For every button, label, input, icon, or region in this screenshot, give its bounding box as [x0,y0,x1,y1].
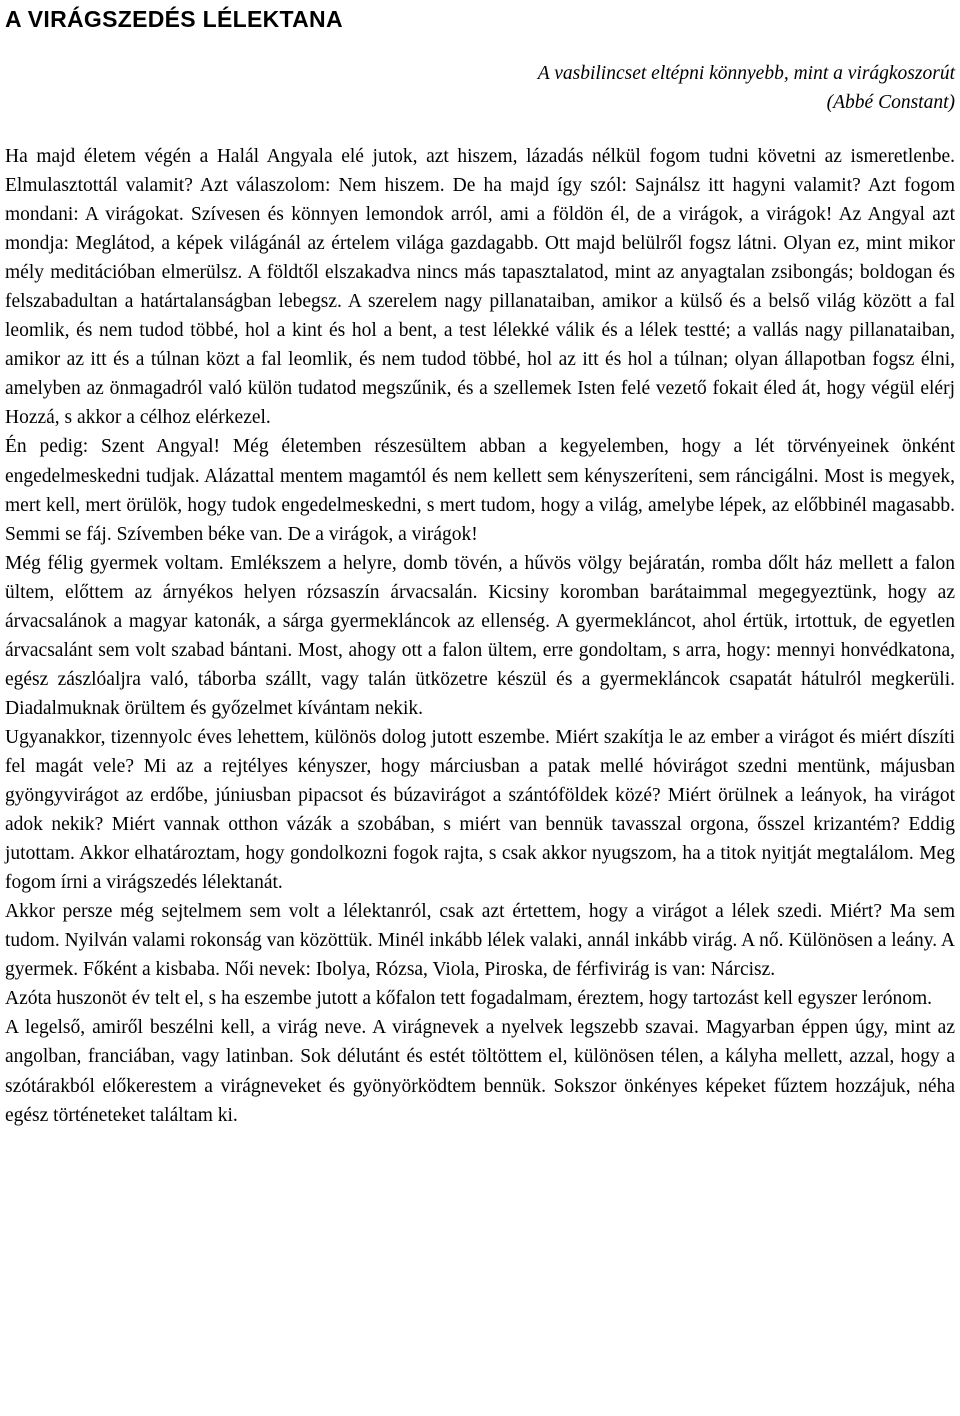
document-title: A VIRÁGSZEDÉS LÉLEKTANA [5,6,343,32]
epigraph-author: (Abbé Constant) [826,92,955,113]
paragraph-4: Ugyanakkor, tizennyolc éves lehettem, különös dolog jutott eszembe. Miért szakítja le az ember a virágot és miért díszíti fel magát vele? Mi az a rejtélyes kényszer, hogy márciusban a patak mellé hóvirágot szedni mentünk, májusban gyöngyvirágot az erdőbe, júniusban pipacsot és búzavirágot a szántóföldek közé? Miért örülnek a leányok, ha virágot adok nekik? Miért vannak otthon vázák a szobában, s miért van bennük tavasszal orgona, ősszel krizantém? Eddig jutottam. Akkor elhatároztam, hogy gondolkozni fogok rajta, s csak akkor nyugszom, ha a titok nyitját megtalálom. Meg fogom írni a virágszedés lélektanát. [5,726,955,894]
epigraph [5,59,955,117]
paragraph-6: Azóta huszonöt év telt el, s ha eszembe jutott a kőfalon tett fogadalmam, éreztem, hogy tartozást kell egyszer lerónom. [5,988,933,1010]
paragraph-5: Akkor persze még sejtelmem sem volt a lélektanról, csak azt értettem, hogy a virágot a lélek szedi. Miért? Ma sem tudom. Nyilván valami rokonság van közöttük. Minél inkább lélek valaki, annál inkább virág. A nő. Különösen a leány. A gyermek. Főként a kisbaba. Női nevek: Ibolya, Rózsa, Viola, Piroska, de férfivirág is van: Nárcisz. [5,901,955,981]
paragraph-3: Még félig gyermek voltam. Emlékszem a helyre, domb tövén, a hűvös völgy bejáratán, romba dőlt ház mellett a falon ültem, előttem az árnyékos helyen rózsaszín árvacsalán. Kicsiny koromban barátaimmal megegyeztünk, hogy az árvacsalánok a magyar katonák, a sárga gyermekláncok az ellenség. A gyermekláncot, ahol értük, irtottuk, de egyetlen árvacsalánt sem volt szabad bántani. Most, ahogy ott a falon ültem, erre gondoltam, s arra, hogy: mennyi honvédkatona, egész zászlóaljra való, táborba szállt, vagy talán ütközetre készül és a gyermekláncok csapatát hátulról megkerüli. Diadalmuknak örültem és győzelmet kívántam nekik. [5,552,955,719]
paragraph-2: Én pedig: Szent Angyal! Még életemben részesültem abban a kegyelemben, hogy a lét törvényeinek önként engedelmeskedni tudjak. Alázattal mentem magamtól és nem kellett sem kényszeríteni, sem ráncigálni. Most is megyek, mert kell, mert örülök, hogy tudok engedelmeskedni, s mert tudom, hogy a világ, amelybe lépek, az előbbinél magasabb. Semmi se fáj. Szívemben béke van. De a virágok, a virágok! [5,436,955,545]
epigraph-quote: A vasbilincset eltépni könnyebb, mint a virágkoszorút [537,63,955,84]
paragraph-1: Ha majd életem végén a Halál Angyala elé jutok, azt hiszem, lázadás nélkül fogom tudni követni az ismeretlenbe. Elmulasztottál valamit? Azt válaszolom: Nem hiszem. De ha majd így szól: Sajnálsz itt hagyni valamit? Azt fogom mondani: A virágokat. Szívesen és könnyen lemondok arról, ami a földön él, de a virágok, a virágok! Az Angyal azt mondja: Meglátod, a képek világánál az értelem világa gazdagabb. Ott majd belülről fogsz látni. Olyan ez, mint mikor mély meditációban elmerülsz. A földtől elszakadva nincs más tapasztalatod, mint az anyagtalan zsibongás; boldogan és felszabadultan a határtalanságban lebegsz. A szerelem nagy pillanataiban, amikor a külső és a belső világ között a fal leomlik, és nem tudod többé, hol a kint és hol a bent, a test lélekké válik és a lélek testté; a vallás nagy pillanataiban, amikor az itt és a túlnan közt a fal leomlik, és nem tudod többé, hol az itt és hol a túlnan; olyan állapotban fogsz élni, amelyben az önmagadról való külön tudatod megszűnik, és a szellemek Isten felé vezető fokait éled át, hogy végül elérj Hozzá, s akkor a célhoz elérkezel. [5,146,955,429]
paragraph-7: A legelső, amiről beszélni kell, a virág neve. A virágnevek a nyelvek legszebb szavai. Magyarban éppen úgy, mint az angolban, franciában, vagy latinban. Sok délutánt és estét töltöttem el, különösen télen, a kályha mellett, azzal, hogy a szótárakból előkerestem a virágneveket és gyönyörködtem bennük. Sokszor önkényes képeket fűztem hozzájuk, néha egész történeteket találtam ki. [5,1017,955,1126]
body-text [5,142,955,1130]
